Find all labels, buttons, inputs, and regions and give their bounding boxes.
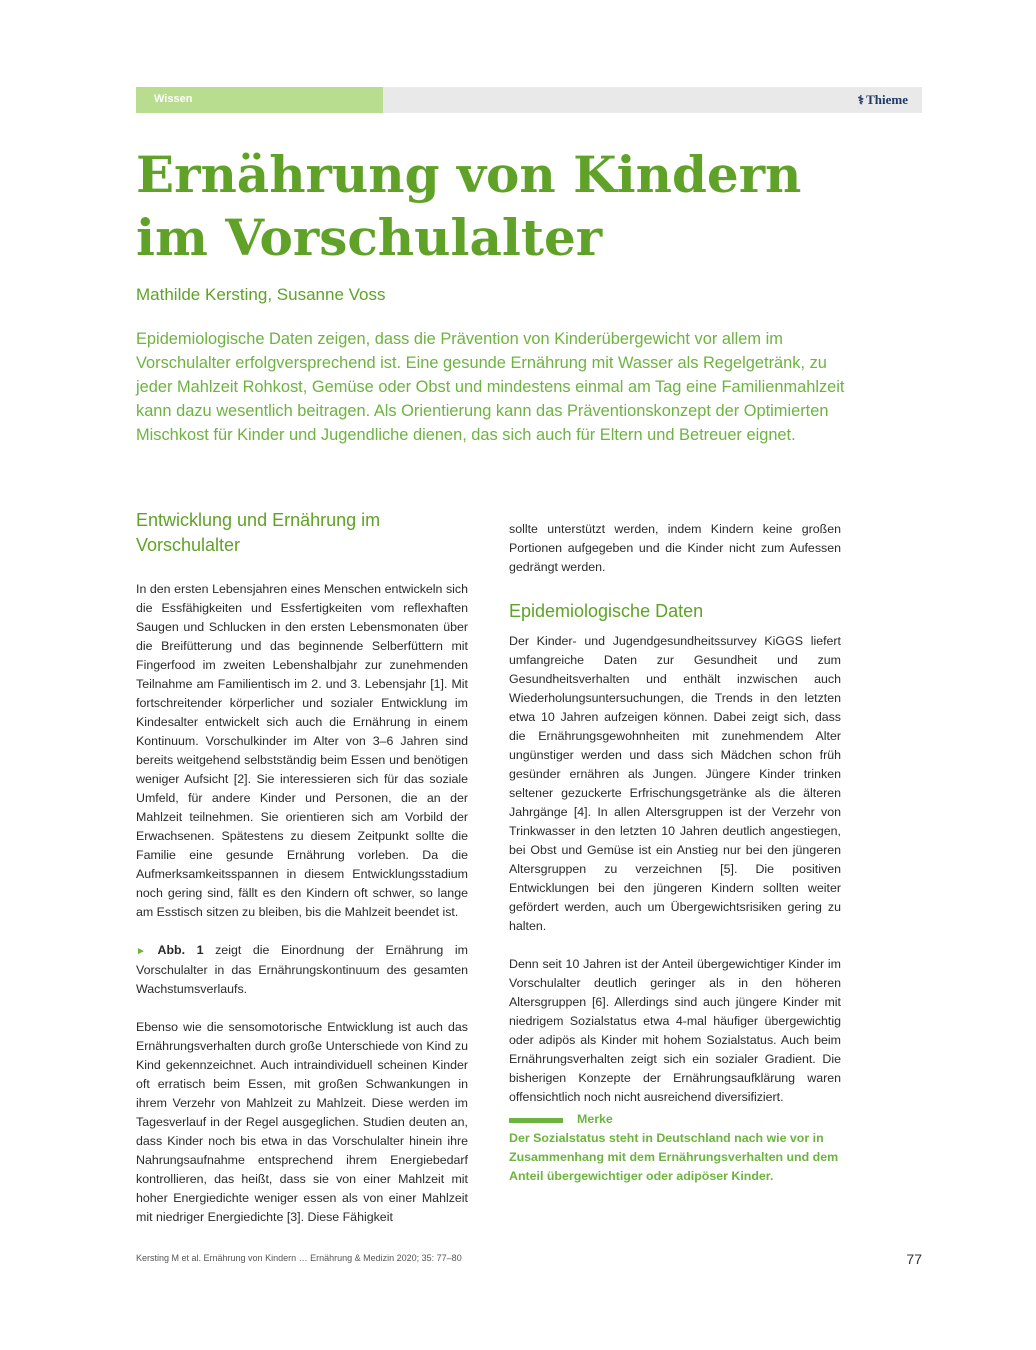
merke-header [509,1110,841,1129]
merke-accent-bar [509,1118,563,1123]
body-paragraph: Der Kinder- und Jugendgesundheitssurvey KiGGS liefert umfangreiche Daten zur Gesundheit und zum Gesundheitsverhalten und enthält inzwischen auch Wiederholungsuntersuchungen, die Trends in den letzten etwa 10 Jahren aufzeigen können. Dabei zeigt sich, dass die Ernährungsgewohnheiten mit zunehmendem Alter ungünstiger werden und dass sich Mädchen schon früh gesünder ernähren als Jungen. Jüngere Kinder trinken seltener gezuckerte Erfrischungsgetränke als die älteren Jahrgänge [4]. In allen Altersgruppen ist der Verzehr von Trinkwasser in den letzten 10 Jahren deutlich angestiegen, bei Obst und Gemüse ist ein Anstieg nur bei den jüngeren Altersgruppen zu verzeichnen [5]. Die positiven Entwicklungen bei den jüngeren Kindern sollten weiter gefördert werden, auch um Übergewichtsrisiken gering zu halten. [509,634,841,933]
body-paragraph-continuation: sollte unterstützt werden, indem Kindern keine großen Portionen aufgegeben und die Kinder nicht zum Aufessen gedrängt werden. [509,522,841,574]
section-heading-entwicklung: Entwicklung und Ernährung im Vorschulalter [136,510,381,555]
merke-box [509,1110,841,1186]
thieme-logo-icon: ⚕ [857,93,865,107]
article-title-line-2: im Vorschulalter [136,208,603,267]
article-authors: Mathilde Kersting, Susanne Voss [136,285,386,304]
section-label: Wissen [136,87,383,113]
publisher-logo-text: Thieme [866,92,908,107]
figure-reference-paragraph [136,941,468,999]
article-title-line-1: Ernährung von Kindern [136,145,802,204]
article-abstract: Epidemiologische Daten zeigen, dass die Prävention von Kinderübergewicht vor allem im Vorschulalter erfolgversprechend ist. Eine gesunde Ernährung mit Wasser als Regelgetränk, zu jeder Mahlzeit Rohkost, Gemüse oder Obst und mindestens einmal am Tag eine Familienmahlzeit kann dazu wesentlich beitragen. Als Orientierung kann das Präventionskonzept der Optimierten Mischkost für Kinder und Jugendliche dienen, das sich auch für Eltern und Betreuer eignet. [136,330,845,444]
body-paragraph: In den ersten Lebensjahren eines Menschen entwickeln sich die Essfähigkeiten und Essfertigkeiten vom reflexhaften Saugen und Schlucken in den ersten Lebensmonaten über die Breifütterung und das beginnende Selberfüttern mit Fingerfood im zweiten Lebenshalbjahr zur zunehmenden Teilnahme am Familientisch im 2. und 3. Lebensjahr [1]. Mit fortschreitender körperlicher und sozialer Entwicklung im Kindesalter entwickelt sich auch die Ernährung in einem Kontinuum. Vorschulkinder im Alter von 3–6 Jahren sind bereits weitgehend selbstständig beim Essen und benötigen weniger Aufsicht [2]. Sie interessieren sich für das soziale Umfeld, für andere Kinder und Personen, die an der Mahlzeit teilnehmen. Sie orientieren sich am Vorbild der Erwachsenen. Spätestens zu diesem Zeitpunkt sollte die Familie eine gesunde Ernährung vorleben. Da die Aufmerksamkeitsspannen in diesem Entwicklungsstadium noch gering sind, fällt es den Kindern oft schwer, so lange am Esstisch sitzen zu bleiben, bis die Mahlzeit beendet ist. [136,582,468,919]
merke-label: Merke [577,1112,613,1126]
page-number: 77 [906,1251,922,1267]
section-heading-epidemiologie: Epidemiologische Daten [509,601,704,621]
figure-link[interactable]: Abb. 1 [157,943,204,957]
figure-reference-text: zeigt die Einordnung der Ernährung im Vorschulalter in das Ernährungskontinuum des gesamten Wachstumsverlaufs. [136,943,468,996]
right-column [509,520,841,1107]
body-paragraph: Ebenso wie die sensomotorische Entwicklung ist auch das Ernährungsverhalten durch große Unterschiede von Kind zu Kind gekennzeichnet. Auch intraindividuell scheinen Kinder oft erratisch beim Essen, mit großen Schwankungen in ihrem Verzehr von Mahlzeit zu Mahlzeit. Diese werden im Tagesverlauf in der Regel ausgeglichen. Studien deuten an, dass Kinder noch bis etwa in das Vorschulalter hinein ihre Nahrungsaufnahme entsprechend ihrem Energiebedarf kontrollieren, das heißt, dass sie von einer Mahlzeit mit hoher Energiedichte weniger essen als von einer Mahlzeit mit niedriger Energiedichte [3]. Diese Fähigkeit [136,1020,468,1224]
merke-text: Der Sozialstatus steht in Deutschland nach wie vor in Zusammenhang mit dem Ernährungsverhalten und dem Anteil übergewichtiger oder adipöser Kinder. [509,1131,839,1183]
left-column [136,508,468,1227]
publisher-logo [858,87,908,113]
body-paragraph: Denn seit 10 Jahren ist der Anteil übergewichtiger Kinder im Vorschulalter deutlich geringer als in den höheren Altersgruppen [6]. Allerdings sind auch jüngere Kinder mit niedrigem Sozialstatus etwa 4-mal häufiger übergewichtig oder adipös als Kinder mit hohem Sozialstatus. Auch beim Ernährungsverhalten zeigt sich ein sozialer Gradient. Die bisherigen Konzepte der Ernährungsaufklärung waren offensichtlich noch nicht ausreichend diversifiziert. [509,957,841,1104]
footer-citation: Kersting M et al. Ernährung von Kindern … Ernährung & Medizin 2020; 35: 77–80 [136,1253,462,1263]
arrow-right-icon: ► [136,946,146,957]
article-title [136,143,896,269]
journal-header-bar [136,87,922,113]
